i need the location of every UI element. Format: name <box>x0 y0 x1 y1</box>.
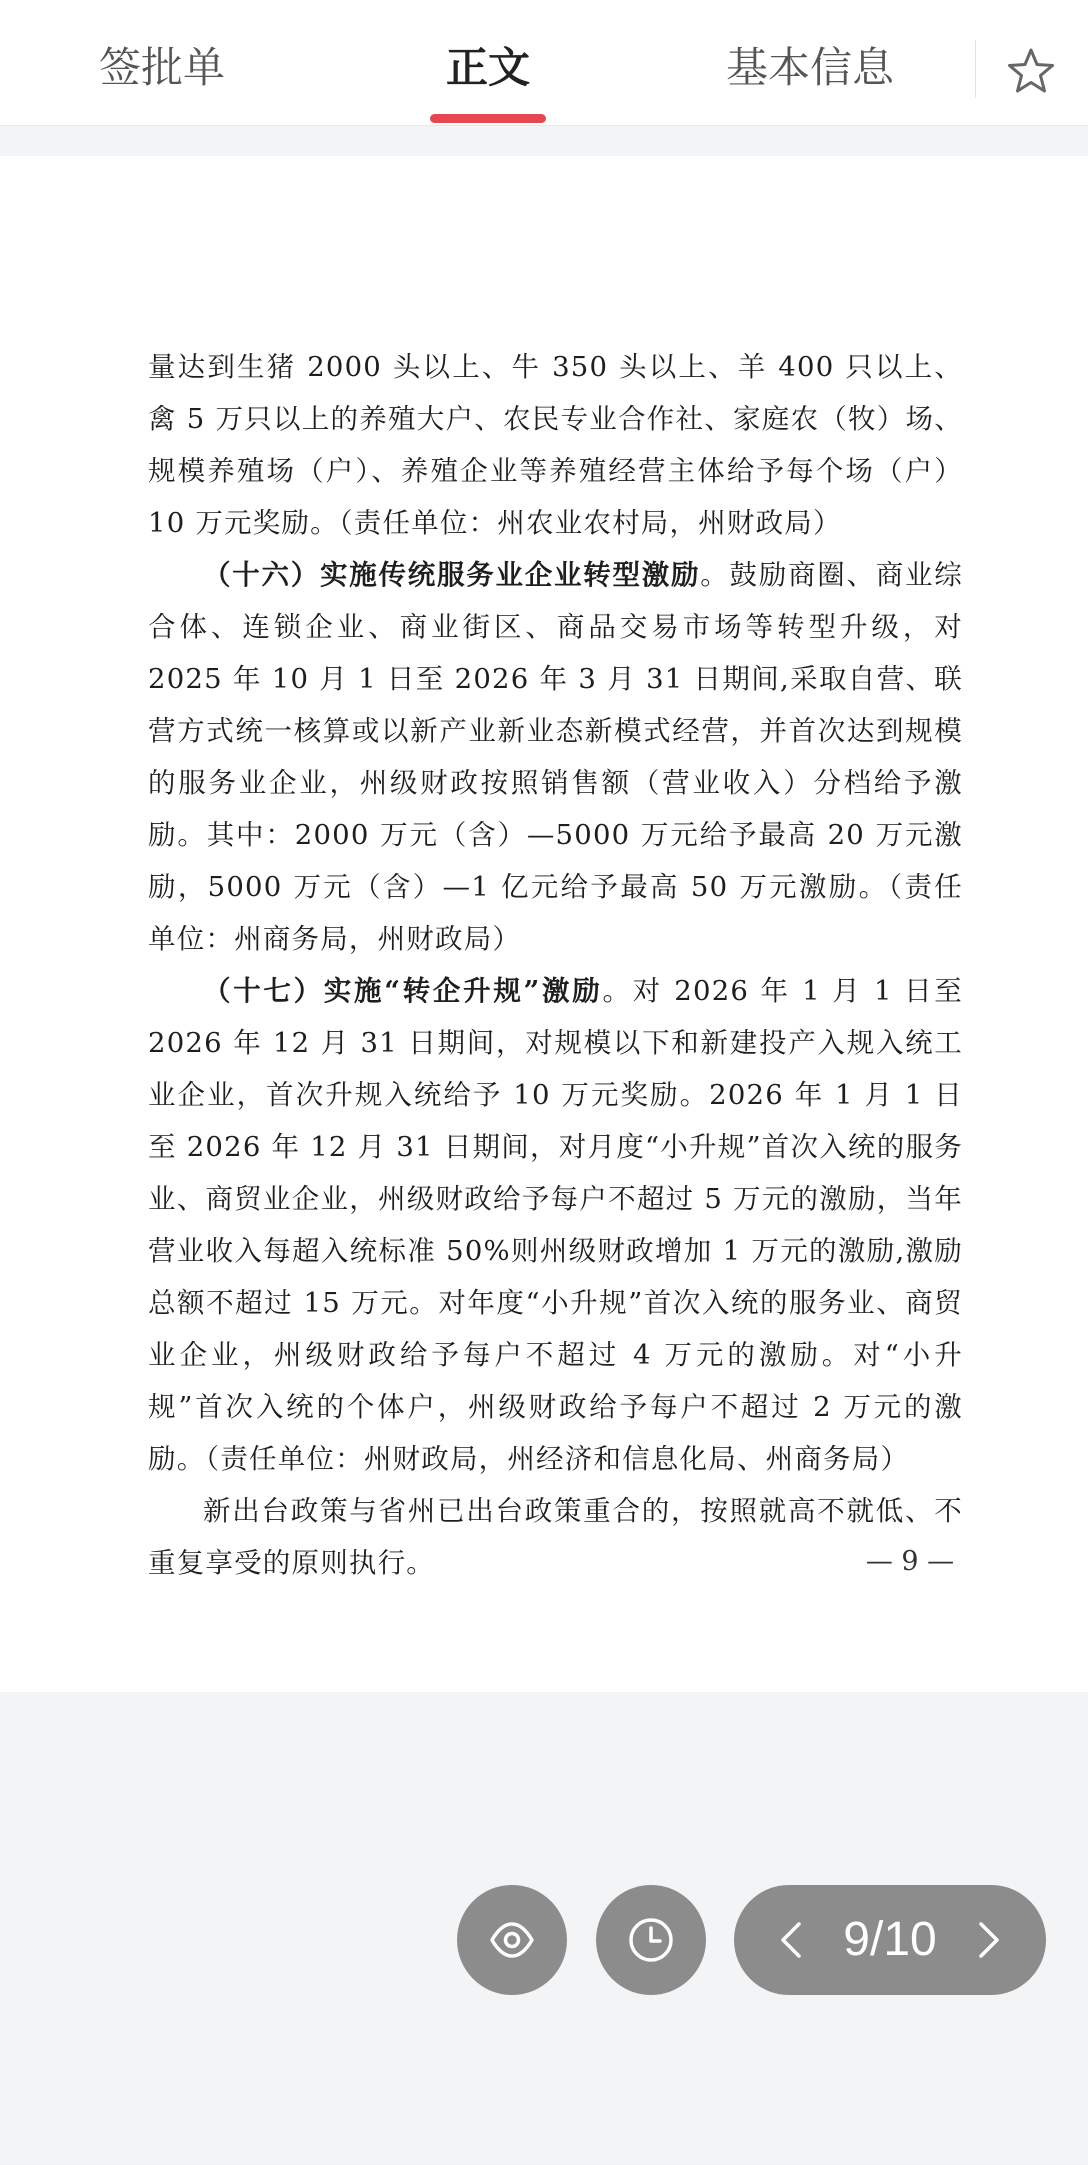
document-body <box>148 341 963 1589</box>
paragraph-policy-overlap: 新出台政策与省州已出台政策重合的，按照就高不就低、不重复享受的原则执行。 <box>148 1495 963 1579</box>
chevron-right-icon[interactable] <box>977 1921 1001 1959</box>
tab-divider <box>975 40 976 98</box>
section-body-16: 。鼓励商圈、商业综合体、连锁企业、商业街区、商品交易市场等转型升级，对 2025 年 10 月 1 日至 2026 年 3 月 31 日期间,采取自营、联营方式统一核算或以新产业新业态新模式经营，并首次达到规模的服务业企业，州级财政按照销售额（营业收入）分档给予激励。其中：2000 万元（含）—5000 万元给予最高 20 万元激励，5000 万元（含）—1 亿元给予最高 50 万元激励。（责任单位：州商务局，州财政局） <box>148 559 963 955</box>
section-heading-17: （十七）实施“转企升规”激励 <box>203 975 603 1007</box>
chevron-left-icon[interactable] <box>779 1921 803 1959</box>
section-heading-16: （十六）实施传统服务业企业转型激励 <box>203 559 701 591</box>
page-indicator: 9/10 <box>843 1913 937 1966</box>
active-tab-indicator <box>430 114 546 123</box>
tab-main-text[interactable]: 正文 <box>445 43 530 92</box>
clock-icon <box>627 1916 675 1964</box>
page-navigator <box>734 1885 1046 1995</box>
paragraph-service-industry <box>148 549 963 965</box>
history-button[interactable] <box>596 1885 706 1995</box>
paragraph-livestock: 量达到生猪 2000 头以上、牛 350 头以上、羊 400 只以上、禽 5 万只以上的养殖大户、农民专业合作社、家庭农（牧）场、规模养殖场（户）、养殖企业等养殖经营主体给予每个场（户）10 万元奖励。（责任单位：州农业农村局，州财政局） <box>148 351 963 539</box>
tab-basic-info[interactable]: 基本信息 <box>725 43 894 92</box>
star-outline-icon <box>1006 46 1056 96</box>
favorite-button[interactable] <box>1006 46 1056 96</box>
preview-button[interactable] <box>457 1885 567 1995</box>
section-body-17: 。对 2026 年 1 月 1 日至 2026 年 12 月 31 日期间，对规模以下和新建投产入规入统工业企业，首次升规入统给予 10 万元奖励。2026 年 1 月 1 日至 2026 年 12 月 31 日期间，对月度“小升规”首次入统的服务业、商贸业企业，州级财政给予每户不超过 5 万元的激励，当年营业收入每超入统标准 50%则州级财政增加 1 万元的激励,激励总额不超过 15 万元。对年度“小升规”首次入统的服务业、商贸业企业，州级财政给予每户不超过 4 万元的激励。对“小升规”首次入统的个体户，州级财政给予每户不超过 2 万元的激励。（责任单位：州财政局，州经济和信息化局、州商务局） <box>148 975 963 1475</box>
page-number: — 9 — <box>865 1546 955 1577</box>
paragraph-upgrade-enterprise <box>148 965 963 1485</box>
tab-approval-form[interactable]: 签批单 <box>98 43 225 92</box>
eye-icon <box>489 1920 535 1960</box>
document-page <box>0 156 1088 1692</box>
tab-bar <box>0 0 1088 126</box>
